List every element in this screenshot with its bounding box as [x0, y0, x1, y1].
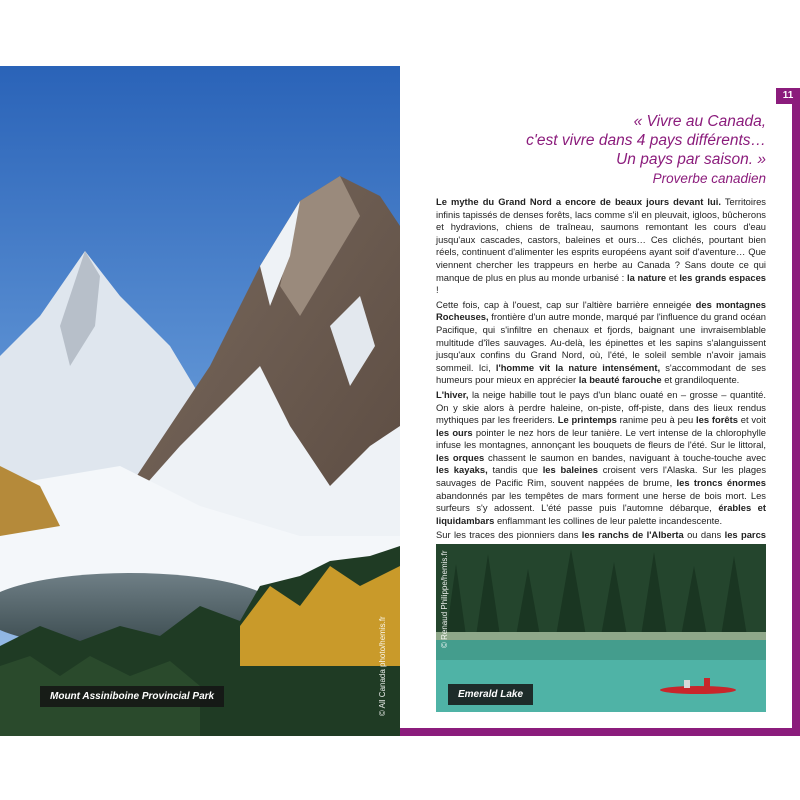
- text-run: et voit: [737, 414, 766, 426]
- accent-bottom-bar: [400, 728, 800, 736]
- bold-phrase: les troncs énormes: [676, 477, 766, 489]
- text-run: et grandiloquente.: [661, 374, 740, 386]
- text-run: enflammant les collines de leur palette incandescente.: [494, 514, 723, 526]
- text-run: Cette fois, cap à l'ouest, cap sur l'altière barrière enneigée: [436, 298, 696, 310]
- text-run: s'accommodant de ses humeurs pour mieux en apprécier: [436, 361, 766, 386]
- accent-edge-bar: [792, 88, 800, 736]
- bold-phrase: les kayaks,: [436, 464, 488, 476]
- page-number: 11: [776, 88, 800, 104]
- quote-line-1: « Vivre au Canada,: [633, 113, 766, 130]
- text-run: croisent vers l'Alaska. Sur les plages sauvages de Pacific Rim, souvent nappées de brume,: [436, 464, 767, 489]
- emerald-lake-photo: [436, 544, 766, 712]
- left-photo-credit: © All Canada photo/hemis.fr: [378, 616, 387, 716]
- bold-phrase: les forêts: [696, 414, 738, 426]
- bold-phrase: les baleines: [542, 464, 599, 476]
- bold-phrase: L'hiver,: [436, 388, 469, 400]
- bold-phrase: l'homme vit la nature intensément,: [495, 361, 661, 373]
- bold-phrase: Le mythe du Grand Nord a encore de beaux jours devant lui.: [436, 196, 721, 207]
- bold-phrase: les orques: [436, 451, 485, 463]
- bold-phrase: Le printemps: [557, 414, 617, 426]
- text-page: [400, 66, 800, 736]
- text-run: Sur les traces des pionniers dans: [436, 529, 582, 541]
- quote-line-2: c'est vivre dans 4 pays différents…: [526, 132, 766, 149]
- text-run: !: [436, 284, 439, 296]
- right-photo-caption: Emerald Lake: [448, 684, 533, 705]
- bold-phrase: la beauté farouche: [578, 374, 662, 386]
- bold-phrase: les ours: [436, 426, 473, 438]
- text-run: la neige habille tout le pays d'un blanc ouaté en – grosse – quantité. On y skie alors à perdre haleine, on-piste, off-piste, dans des lieux rendus mythiques par les freeriders.: [436, 388, 766, 426]
- mountain-illustration: [0, 66, 400, 736]
- bold-phrase: érables et liquidambars: [436, 502, 766, 526]
- left-photo-caption: Mount Assiniboine Provincial Park: [40, 686, 224, 707]
- bold-phrase: des montagnes Rocheuses,: [436, 298, 767, 323]
- text-run: abandonnés par les tempêtes de mars forment une herse de bois mort. Les surfeurs s'y adossent. L'été passe puis l'automne débarque,: [436, 489, 766, 514]
- text-run: ranime peu à peu: [616, 414, 697, 426]
- quote-line-3: Un pays par saison. »: [616, 151, 766, 168]
- quote-author: Proverbe canadien: [652, 171, 766, 186]
- text-run: tandis que: [487, 464, 543, 476]
- body-paragraph: [436, 196, 766, 297]
- bold-phrase: la nature: [626, 271, 667, 283]
- text-run: pointer le nez hors de leur tanière. Le vert intense de la chlorophylle infuse les montagnes, annonçant les bouquets de fleurs de l'été. Sur le littoral,: [436, 426, 767, 451]
- book-spread: [0, 66, 800, 736]
- bold-phrase: les parcs: [724, 529, 767, 541]
- body-paragraph: [436, 299, 766, 387]
- bold-phrase: les ranchs de l'Alberta: [581, 529, 684, 541]
- opening-quote: [526, 112, 766, 188]
- right-photo-credit: © Renaud Philippe/hemis.fr: [440, 550, 449, 648]
- text-run: frontière d'un autre monde, marqué par l'influence du grand océan Pacifique, qui s'infiltre en chenaux et fjords, baignant une invraisemblable multitude d'îles sauvages. Au-delà, les épinettes et les sapins s'alanguissent jusqu'aux confins du Grand Nord, où, l'été, le soleil semble n'avoir jamais sommeil. Ici,: [436, 311, 766, 373]
- mountain-photo: [0, 66, 400, 736]
- text-run: chassent le saumon en bandes, naviguant à touche-touche avec: [484, 451, 766, 463]
- text-run: Territoires infinis tapissés de denses forêts, lacs comme s'il en pleuvait, igloos, bûcherons et hydravions, chiens de traîneau, saumons remontant les cours d'eau jusqu'aux cascades, castors, baleines et ours… Ces clichés, pourtant bien réels, continuent d'alimenter les esprits européens ayant soif d'aventure… Que viennent chercher les trappeurs en herbe au Canada ? Sans doute ce qui manque de plus en plus au monde urbanisé :: [436, 196, 766, 283]
- text-run: ou dans: [683, 529, 725, 541]
- body-paragraph: [436, 389, 766, 528]
- text-run: et: [666, 271, 680, 283]
- bold-phrase: les grands espaces: [679, 271, 766, 283]
- body-text: [436, 196, 766, 569]
